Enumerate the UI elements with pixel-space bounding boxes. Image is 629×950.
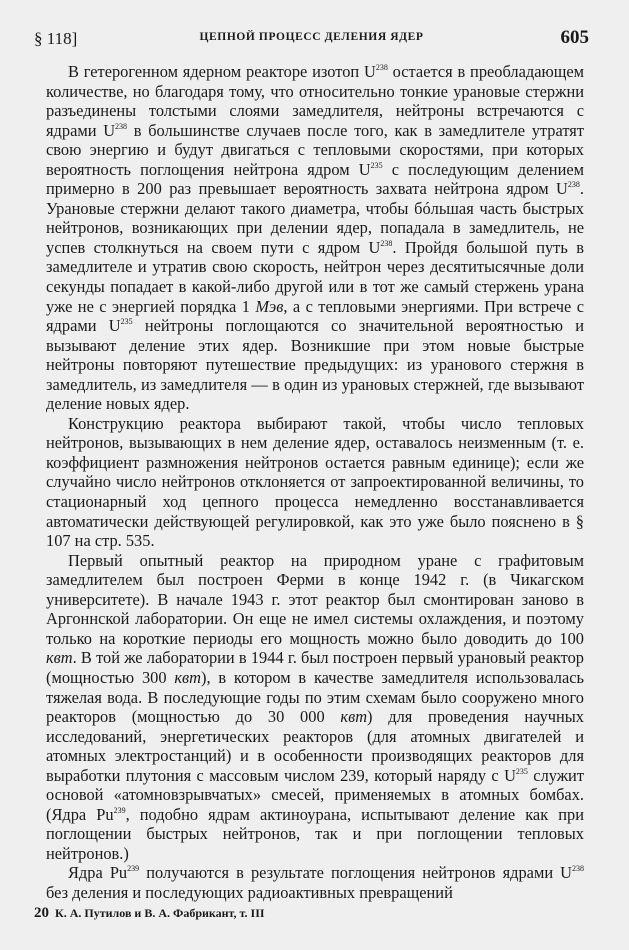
text-run: Конструкцию реактора выбирают такой, чтобы число тепловых нейтронов, вызывающих в нем деление ядер, оставалось неизменным (т. е. коэффициент размножения нейтронов остается равным единице); если же случайно число нейтронов отклоняется от запроектированной величины, то стационарный ход цепного процесса немедленно восстанавливается автоматически действующей регулировкой, как это уже было пояснено в § 107 на стр. 535. [46, 413, 584, 551]
text-run: служит основой «атомновзрывчатых» смесей, применяемых в атомных бомбах. (Ядра Pu [46, 765, 584, 824]
text-run: получаются в результате поглощения нейтронов ядрами U [139, 863, 573, 883]
paragraph [46, 551, 584, 864]
text-run: Первый опытный реактор на природном уране с графитовым замедлителем был построен Ферми в конце 1942 г. (в Чикагском университете). В начале 1943 г. этот реактор был смонтирован заново в Аргоннской лаборатории. Он еще не имел системы охлаждения, и поэтому только на короткие периоды его мощность можно было доводить до 100 [46, 550, 584, 648]
isotope-mass-number: 238 [572, 864, 585, 874]
signature-mark: 20 [34, 905, 49, 921]
paragraph [46, 62, 584, 414]
paragraph [46, 414, 584, 551]
text-run: В гетерогенном ядерном реакторе изотоп U [68, 62, 376, 81]
text-run: . Урановые стержни делают такого диаметра, чтобы бóльшая часть быстрых нейтронов, возникающих при делении ядер, попадала в замедлитель, не успев столкнуться на своем пути с ядром U [46, 179, 584, 257]
text-run: остается в преобладающем количестве, но благодаря тому, что относительно тонкие урановые стержни разъединены толстыми слоями замедлителя, нейтроны встречаются с ядрами U [46, 62, 584, 140]
isotope-mass-number: 238 [567, 180, 580, 190]
text-run: ), в котором в качестве замедлителя использовалась тяжелая вода. В последующие годы по этим схемам было сооружено много реакторов (мощностью до 30 000 [46, 667, 584, 727]
text-run: с последующим делением примерно в 200 раз превышает вероятность захвата нейтрона ядром U [46, 159, 584, 199]
isotope-mass-number: 238 [380, 238, 393, 248]
text-run: в большинстве случаев после того, как в замедлителе утратят свою энергию и будут двигаться с тепловыми скоростями, при которых вероятность поглощения нейтрона ядром U [46, 120, 584, 179]
page-header [34, 28, 589, 50]
page-footer [34, 905, 265, 922]
isotope-mass-number: 238 [375, 63, 388, 72]
isotope-mass-number: 235 [370, 160, 383, 170]
unit-text: Мэв [255, 296, 284, 316]
unit-text: квт [46, 648, 73, 668]
unit-text: квт [340, 707, 368, 727]
text-run: , а с тепловыми энергиями. При встрече с ядрами U [46, 296, 584, 336]
isotope-mass-number: 239 [127, 864, 140, 874]
text-run: нейтроны поглощаются со значительной вероятностью и вызывают деление этих ядер. Возникшие при этом новые быстрые нейтроны повторяют путешествие предыдущих: из уранового стержня в замедлитель, из замедлителя — в один из урановых стержней, где вызывают деление новых ядер. [46, 316, 584, 414]
text-run: Ядра Pu [68, 863, 128, 883]
paragraph [46, 863, 584, 902]
text-run: ) для проведения научных исследований, энергетических реакторов (для атомных двигателей и атомных электростанций) и в особенности производящих реакторов для выработки плутония с массовым числом 239, который наряду с U [46, 707, 584, 785]
unit-text: квт [174, 667, 202, 687]
body-text [46, 62, 584, 903]
section-reference: § 118] [34, 29, 78, 48]
isotope-mass-number: 238 [115, 121, 128, 131]
text-run: без деления и последующих радиоактивных превращений [46, 882, 453, 902]
footer-imprint: К. А. Путилов и В. А. Фабрикант, т. III [55, 906, 265, 920]
isotope-mass-number: 239 [113, 805, 126, 815]
isotope-mass-number: 235 [515, 766, 528, 776]
text-run: . Пройдя большой путь в замедлителе и утратив свою скорость, нейтрон через десятитысячные доли секунды попадает в какой-либо другой или в тот же самый стержень урана уже не с энергией порядка 1 [46, 237, 584, 316]
text-run: . В той же лаборатории в 1944 г. был построен первый урановый реактор (мощностью 300 [46, 648, 584, 687]
text-run: , подобно ядрам актиноурана, испытывают деление как при поглощении быстрых нейтронов, так и при поглощении тепловых нейтронов.) [46, 804, 584, 863]
running-title: ЦЕПНОЙ ПРОЦЕСС ДЕЛЕНИЯ ЯДЕР [199, 31, 424, 43]
isotope-mass-number: 235 [120, 317, 133, 327]
page-number: 605 [560, 27, 589, 48]
